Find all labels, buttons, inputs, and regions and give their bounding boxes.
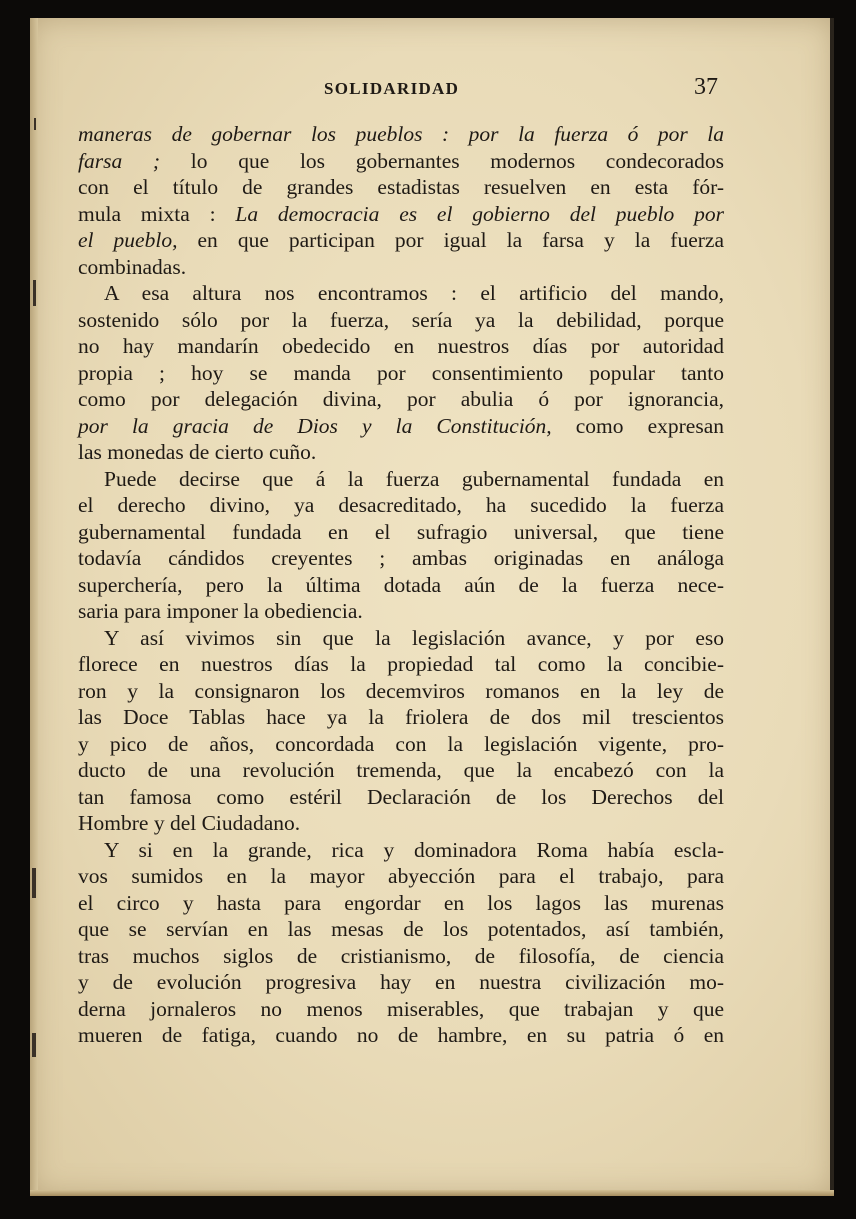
text-line [78, 996, 724, 1023]
roman-text: ron y la consignaron los decemviros romanos en la ley de [78, 678, 724, 703]
body-text [78, 121, 724, 1049]
text-line [78, 201, 724, 228]
roman-text: Y así vivimos sin que la legislación avance, y por eso [104, 625, 724, 650]
italic-text: farsa ; [78, 148, 161, 173]
margin-mark [33, 280, 36, 306]
roman-text: mula mixta : [78, 201, 236, 226]
roman-text: vos sumidos en la mayor abyección para el trabajo, para [78, 864, 724, 888]
text-line [78, 148, 724, 175]
text-line [78, 757, 724, 784]
margin-mark [32, 868, 36, 898]
text-line [78, 863, 724, 890]
italic-text: La democracia es el gobierno del pueblo por [235, 201, 724, 226]
text-line [78, 890, 724, 917]
text-line [78, 916, 724, 943]
text-line [78, 969, 724, 996]
roman-text: Puede decirse que á la fuerza gubernamental fundada en [104, 466, 724, 491]
roman-text: como por delegación divina, por abulia ó por ignorancia, [78, 387, 724, 411]
paragraph [78, 837, 724, 1049]
roman-text: las monedas de cierto cuño. [78, 440, 317, 464]
roman-text: florece en nuestros días la propiedad tal como la concibie- [78, 652, 724, 676]
roman-text: sostenido sólo por la fuerza, sería ya la debilidad, porque [78, 307, 724, 332]
paragraph [78, 280, 724, 466]
roman-text: en que participan por igual la farsa y la fuerza [177, 228, 724, 252]
text-line [78, 492, 724, 519]
text-line [78, 439, 724, 466]
page-number: 37 [694, 74, 718, 100]
text-line [78, 704, 724, 731]
italic-text: maneras de gobernar los pueblos : por la fuerza ó por la [78, 122, 724, 146]
paragraph [78, 466, 724, 625]
roman-text: combinadas. [78, 254, 187, 279]
margin-mark [34, 118, 36, 130]
text-line [78, 466, 724, 493]
page-binding [30, 18, 38, 1196]
roman-text: no hay mandarín obedecido en nuestros días por autoridad [78, 334, 724, 358]
roman-text: propia ; hoy se manda por consentimiento popular tanto [78, 360, 724, 385]
italic-text: por la gracia de Dios y la Constitución, [78, 413, 552, 438]
roman-text: como expresan [551, 413, 725, 438]
text-line [78, 413, 724, 440]
text-line [78, 810, 724, 837]
roman-text: ducto de una revolución tremenda, que la encabezó con la [78, 758, 724, 782]
roman-text: lo que los gobernantes modernos condecorados [160, 148, 724, 173]
roman-text: Hombre y del Ciudadano. [78, 811, 301, 835]
text-line [78, 545, 724, 572]
italic-text: el pueblo, [78, 228, 178, 252]
roman-text: tras muchos siglos de cristianismo, de filosofía, de ciencia [78, 943, 724, 968]
text-line [78, 360, 724, 387]
roman-text: gubernamental fundada en el sufragio universal, que tiene [78, 519, 724, 544]
roman-text: tan famosa como estéril Declaración de los Derechos del [78, 784, 724, 809]
roman-text: mueren de fatiga, cuando no de hambre, en su patria ó en [78, 1023, 724, 1047]
running-head: SOLIDARIDAD [324, 79, 460, 98]
text-line [78, 254, 724, 281]
text-line [78, 598, 724, 625]
text-line [78, 386, 724, 413]
roman-text: saria para imponer la obediencia. [78, 599, 363, 623]
paragraph [78, 121, 724, 280]
page-edge-bottom [30, 1190, 834, 1196]
roman-text: las Doce Tablas hace ya la friolera de dos mil trescientos [78, 705, 724, 729]
margin-mark [32, 1033, 36, 1057]
text-line [78, 625, 724, 652]
text-line [78, 837, 724, 864]
book-page [30, 18, 834, 1196]
roman-text: y pico de años, concordada con la legislación vigente, pro- [78, 731, 724, 756]
roman-text: y de evolución progresiva hay en nuestra civilización mo- [78, 970, 724, 994]
text-line [78, 572, 724, 599]
text-line [78, 943, 724, 970]
roman-text: que se servían en las mesas de los potentados, así también, [78, 917, 724, 941]
roman-text: el circo y hasta para engordar en los lagos las murenas [78, 890, 724, 915]
paragraph [78, 625, 724, 837]
roman-text: todavía cándidos creyentes ; ambas originadas en análoga [78, 546, 724, 570]
text-line [78, 784, 724, 811]
text-line [78, 333, 724, 360]
text-line [78, 121, 724, 148]
text-line [78, 678, 724, 705]
roman-text: el derecho divino, ya desacreditado, ha sucedido la fuerza [78, 493, 724, 517]
text-line [78, 731, 724, 758]
text-line [78, 519, 724, 546]
text-line [78, 174, 724, 201]
text-line [78, 307, 724, 334]
text-line [78, 1022, 724, 1049]
roman-text: A esa altura nos encontramos : el artificio del mando, [104, 281, 724, 305]
text-line [78, 280, 724, 307]
roman-text: con el título de grandes estadistas resuelven en esta fór- [78, 175, 724, 199]
roman-text: derna jornaleros no menos miserables, que trabajan y que [78, 996, 724, 1021]
roman-text: Y si en la grande, rica y dominadora Roma había escla- [104, 837, 724, 862]
text-line [78, 651, 724, 678]
page-header [30, 76, 834, 106]
page-edge-right [830, 18, 834, 1196]
roman-text: superchería, pero la última dotada aún de la fuerza nece- [78, 572, 724, 597]
text-line [78, 227, 724, 254]
